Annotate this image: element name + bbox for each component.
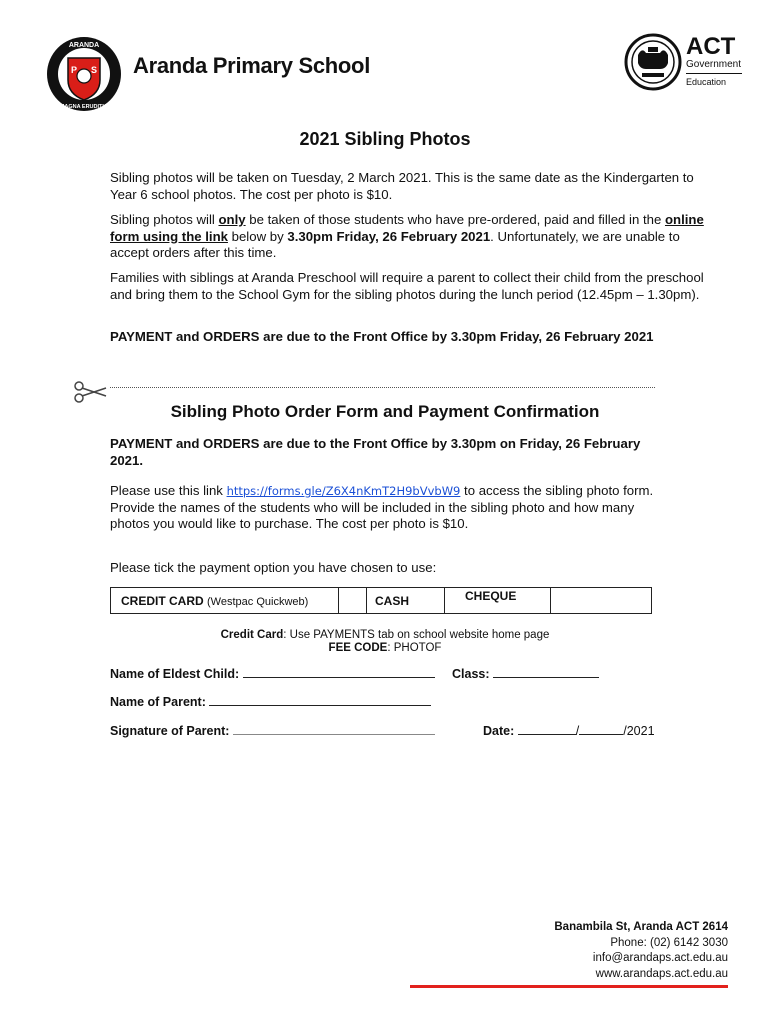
scissors-icon	[72, 380, 108, 404]
parent-name-field[interactable]	[110, 695, 431, 709]
footer-contact	[554, 920, 728, 982]
act-education-label: Education	[686, 77, 727, 87]
credit-note-text: : Use PAYMENTS tab on school website home page	[283, 629, 550, 641]
act-government-logo	[624, 33, 742, 95]
footer-web: www.arandaps.act.edu.au	[595, 967, 728, 980]
cheque-text: CHEQUE	[465, 589, 517, 603]
cut-line	[110, 387, 655, 388]
cash-label	[367, 588, 445, 613]
p2-online-form: online form using the link	[110, 212, 704, 244]
intro-paragraph: Sibling photos will be taken on Tuesday, 2 March 2021. This is the same date as the Kindergarten to Year 6 school photos. The cost per photo is $10.	[110, 170, 694, 202]
p2-deadline: 3.30pm Friday, 26 February 2021	[287, 228, 491, 244]
preschool-paragraph: Families with siblings at Aranda Preschool will require a parent to collect their child from the preschool and bring them to the School Gym for the sibling photos during the lunch period (12.45pm – 1.30pm).	[110, 270, 704, 302]
credit-card-note	[0, 629, 770, 641]
tick-instruction: Please tick the payment option you have chosen to use:	[110, 560, 437, 575]
eldest-child-label: Name of Eldest Child:	[110, 667, 240, 681]
credit-note-label: Credit Card	[220, 629, 284, 641]
class-label: Class:	[452, 667, 490, 681]
p2-text-c: below by	[227, 228, 288, 244]
class-field[interactable]	[452, 667, 599, 681]
logo-text-top: ARANDA	[68, 42, 100, 49]
footer-phone: Phone: (02) 6142 3030	[610, 936, 728, 949]
fee-note-text: : PHOTOF	[387, 642, 442, 654]
footer-address: Banambila St, Aranda ACT 2614	[554, 921, 728, 933]
page-title: 2021 Sibling Photos	[299, 129, 471, 149]
act-divider	[686, 73, 742, 74]
fee-note-label: FEE CODE	[328, 642, 388, 654]
act-wordmark: ACT	[686, 33, 736, 60]
preorder-paragraph	[110, 212, 710, 262]
link-text-b: to access the sibling photo form. Provide the names of the students who will be included in the sibling photo and how many photos you would like to purchase. The cost per photo is $10.	[110, 483, 654, 531]
signature-label: Signature of Parent:	[110, 724, 230, 738]
school-logo	[44, 36, 124, 112]
date-label: Date:	[483, 724, 515, 738]
date-field[interactable]	[483, 724, 655, 738]
eldest-child-field[interactable]	[110, 667, 435, 681]
footer-email: info@arandaps.act.edu.au	[592, 952, 728, 964]
footer-accent-line	[410, 985, 728, 988]
logo-letter-p: P	[70, 65, 78, 75]
credit-card-sub: (Westpac Quickweb)	[207, 596, 309, 608]
credit-card-label	[111, 588, 339, 613]
form-link[interactable]: https://forms.gle/Z6X4nKmT2H9bVvbW9	[226, 484, 461, 498]
form-due-notice: PAYMENT and ORDERS are due to the Front Office by 3.30pm on Friday, 26 February 2021.	[110, 436, 641, 468]
fee-code-note	[0, 642, 770, 654]
link-text-a: Please use this link	[110, 483, 227, 498]
form-title: Sibling Photo Order Form and Payment Confirmation	[170, 402, 600, 421]
date-separator: /	[575, 724, 580, 738]
payment-options-table	[110, 587, 652, 614]
p2-text-a: Sibling photos will	[110, 212, 219, 227]
logo-letter-s: S	[90, 65, 98, 75]
date-year: /2021	[623, 724, 655, 738]
credit-card-text: CREDIT CARD	[121, 594, 204, 608]
cheque-checkbox[interactable]	[551, 588, 651, 613]
act-government-label: Government	[686, 59, 742, 70]
school-name: Aranda Primary School	[133, 53, 371, 78]
cheque-label	[445, 588, 551, 613]
parent-name-label: Name of Parent:	[110, 695, 206, 709]
act-seal-icon	[624, 33, 682, 91]
p2-text-b: be taken of those students who have pre-ordered, paid and filled in the	[245, 212, 665, 227]
logo-text-bottom: MAGNA ERUDITIO	[59, 104, 109, 110]
cash-text: CASH	[375, 594, 410, 608]
p2-only: only	[218, 212, 246, 227]
signature-field[interactable]	[110, 724, 435, 738]
credit-card-checkbox[interactable]	[339, 588, 367, 613]
p2-text-d: . Unfortunately, we are unable to accept orders after this time.	[110, 228, 680, 260]
due-notice: PAYMENT and ORDERS are due to the Front Office by 3.30pm Friday, 26 February 2021	[110, 329, 654, 344]
link-paragraph	[110, 483, 660, 533]
